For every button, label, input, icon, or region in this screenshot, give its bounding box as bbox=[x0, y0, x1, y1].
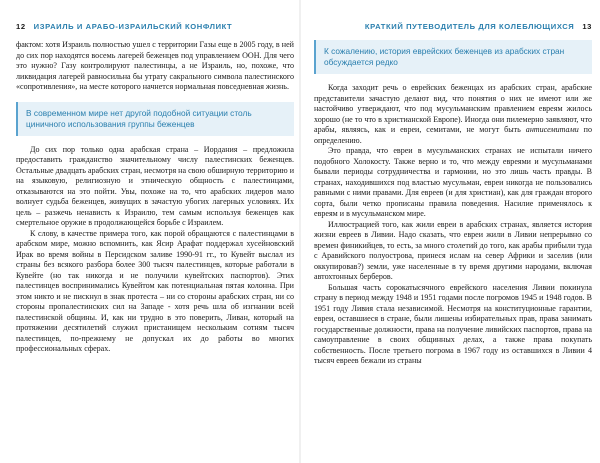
left-page-number: 12 bbox=[16, 22, 26, 31]
right-paragraph-1 bbox=[314, 83, 592, 146]
left-paragraph-3: К слову, в качестве примера того, как порой обращаются с палестинцами в арабском мире, можно вспомнить, как Ясир Арафат поддержал хусейновский Ирак во время войны в Персидском заливе 1990-91 гг., то Кувейт выслал из страны без всякого разбора более 300 тысяч палестинцев, которые работали в Кувейте (но так никогда и не получили кувейтских паспортов). Этих палестинцев воспринимались Кувейтом как потенциальная пятая колонна. При этом никто и не пискнул в знак протеста – ни со стороны арабских стран, ни со стороны пропалестинских сил на Западе - хотя речь шла об изгнании всей палестинской общины. И, как ни трудно в это поверить, Ливан, который на протяжении десятилетий служил пристанищем нескольким сотням тысяч палестинцев, по-прежнему не допускал их до работы во многих профессиональных сферах. bbox=[16, 228, 294, 353]
right-page-number: 13 bbox=[582, 22, 592, 31]
right-paragraph-1-start: Когда заходит речь о еврейских беженцах из арабских стран, арабские представители зачастую делают вид, что понятия о них не имеют или же настойчиво утверждают, что под мусульманским правлением евреям жилось хорошо (не то что в христианской Европе). Иногда они пилемерно заявляют, что арабы, являясь, как и евреи, семитами, не могут быть bbox=[314, 83, 592, 134]
left-paragraph-2: До сих пор только одна арабская страна – Иордания – предложила предоставить гражданство значительному числу палестинских беженцев. Остальные двадцать арабских стран, несмотря на свою обширную территорию и на языковую, религиозную и этническую общность с палестинцами, отказываются на это пойти. Увы, похоже на то, что арабских лидеров мало волнует судьба беженцев, живущих в зачастую убогих лагерных условиях. Их цель – разжечь ненависть к Израилю, тем самым используя беженцев как смертельное оружие в продолжающейся борьбе с Израилем. bbox=[16, 144, 294, 227]
left-page-body bbox=[16, 40, 294, 355]
right-paragraph-1-end: по определению. bbox=[314, 125, 593, 145]
book-gutter bbox=[299, 0, 301, 463]
right-page-body bbox=[314, 40, 592, 367]
right-running-head bbox=[314, 22, 592, 36]
right-running-title: КРАТКИЙ ПУТЕВОДИТЕЛЬ ДЛЯ КОЛЕБЛЮЩИХСЯ bbox=[364, 22, 575, 31]
left-running-head bbox=[16, 22, 294, 36]
right-page bbox=[314, 0, 592, 463]
left-running-title: ИЗРАИЛЬ И АРАБО-ИЗРАИЛЬСКИЙ КОНФЛИКТ bbox=[33, 22, 233, 31]
left-paragraph-1: фактом: хотя Израиль полностью ушел с территории Газы еще в 2005 году, в ней до сих пор находятся восемь лагерей беженцев под управлением ООН. Для чего это нужно? Газу контролируют палестинцы, а не Израиль, но, похоже, что ликвидация лагерей равносильна бы утрату сакрального символа палестинского «сопротивления», на месте которого начнется нормальная повседневная жизнь. bbox=[16, 40, 294, 91]
right-paragraph-4: Большая часть сорокатысячного еврейского населения Ливии покинула страну в период между 1948 и 1951 годами после погромов 1945 и 1948 годов. В 1951 году Ливия стала независимой. Несмотря на конституционные гарантии, евреи, оставшиеся в стране, были лишены избирательных прав, права занимать государственные должности, права на получение ливийских паспортов, права на самоуправление в своих общинных делах, а также права покупать собственность. После третьего погрома в 1967 году из оставшихся в Ливии 4 тысяч евреев бежали из страны bbox=[314, 282, 592, 365]
right-paragraph-3: Иллюстрацией того, как жили евреи в арабских странах, является история жизни евреев в Ливии. Надо сказать, что евреи жили в Ливии непрерывно со времен финикийцев, то есть, за много столетий до того, как арабы прибыли туда с Аравийского полуострова, принеся ислам на север Африки и заселив (или оккупировав?) земли, уже населенные в ту время другими народами, включая автохтонных берберов. bbox=[314, 219, 592, 281]
right-paragraph-2: Это правда, что евреи в мусульманских странах не испытали ничего подобного Холокосту. Также верно и то, что между евреями и мусульманами бывали периоды сотрудничества и гармонии, но это лишь часть правды. В странах, находившихся под властью мусульман, евреи никогда не пользовались равными с ними правами. Для евреев (и для христиан), как для граждан второго сорта, были четко прописаны правила поведения. Насилие применялось к евреям и в мусульманском мире. bbox=[314, 146, 592, 218]
right-paragraph-1-emphasis: антисемитами bbox=[525, 125, 579, 134]
right-pull-quote: К сожалению, история еврейских беженцев из арабских стран обсуждается редко bbox=[314, 40, 592, 74]
left-page bbox=[16, 0, 294, 463]
left-pull-quote: В современном мире нет другой подобной ситуации столь циничного использования группы беженцев bbox=[16, 102, 294, 136]
